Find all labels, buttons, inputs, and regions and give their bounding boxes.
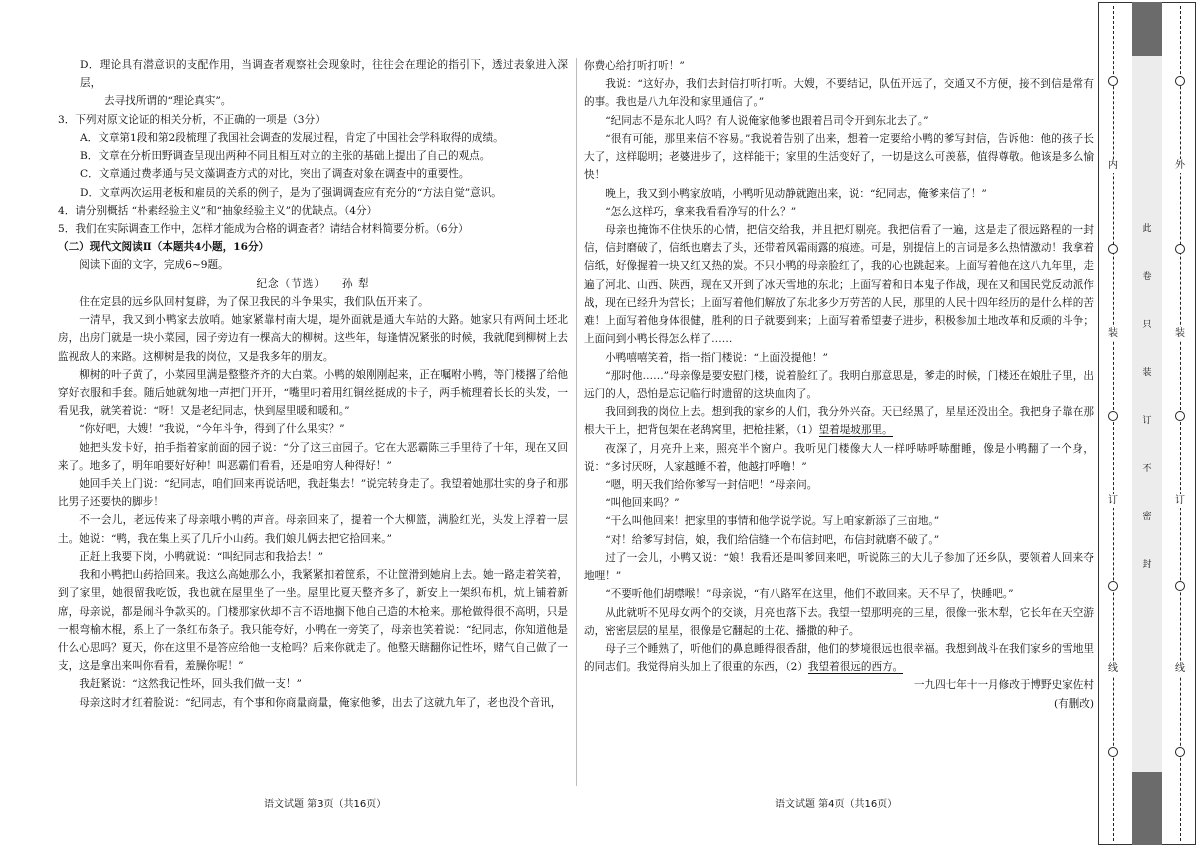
binding-hole-circle — [1175, 581, 1185, 591]
essay-paragraph: 我回到我的岗位上去。想到我的家乡的人们，我分外兴奋。天已经黑了，星星还没出全。我把身子靠在那根大干上，把背包架在老鸹窝里，把枪挂紧，（1）望着堤坡那里。 — [584, 406, 1094, 437]
essay-paragraph: 我和小鸭把山药拾回来。我这么高她那么小，我紧紧扣着筐系，不让筐滑到她肩上去。她一路走着笑着，到了家里，她很留我吃饭，我也就在屋里坐了一坐。屋里比夏天整齐多了，新安上一架织布机，炕上铺着新席，母亲说，都是闹斗争款买的。门楼那家伙却不言不语地搁下他自己造的木枪来。那枪做得很不高明，只是一根弯榆木棍，系上了一条红布条子。我只能夸好，小鸭在一旁笑了，母亲也笑着说：“纪同志，你知道他是什么心思吗？夏天，你在这里不是答应给他一支枪吗？后来你就走了。他整天瞎翻你记性坏，赌气自己做了一支，这是拿出来叫你看看，羞臊你呢！” — [58, 569, 568, 673]
left-column — [58, 56, 568, 712]
question-3-option-a: A．文章第1段和第2段梳理了我国社会调查的发展过程，肯定了中国社会学科取得的成绩。 — [80, 131, 504, 144]
question-3-option-c: C．文章通过费孝通与吴文藻调查方式的对比，突出了调查对象在调查中的重要性。 — [80, 168, 470, 181]
seal-warning-char: 装 — [1140, 366, 1154, 380]
essay-paragraph: 她回手关上门说：“纪同志，咱们回来再说话吧，我赶集去！”说完转身走了。我望着她那壮实的身子和那比男子还要快的脚步！ — [58, 478, 568, 509]
essay-paragraph: 夜深了，月亮升上来，照亮半个窗户。我听见门楼像大人一样呼哧呼哧酣睡，像是小鸭翻了一个身，说：“多讨厌呀，人家越睡不着，他越打呼噜！” — [584, 442, 1094, 473]
essay-signature: 一九四七年十一月修改于博野史家佐村 — [913, 679, 1094, 692]
question-3: 3．下列对原文论证的相关分析，不正确的一项是（3分） — [58, 113, 326, 126]
question-3-option-b: B．文章在分析田野调查呈现出两种不同且相互对立的主张的基础上提出了自己的观点。 — [80, 150, 491, 163]
essay-paragraph: 正赶上我要下岗，小鸭就说：“叫纪同志和我拾去！” — [79, 550, 324, 563]
binding-strip — [1098, 2, 1196, 845]
seal-warning-char: 不 — [1140, 462, 1154, 476]
outer-line-char: 线 — [1175, 663, 1185, 674]
outer-line-char: 外 — [1175, 160, 1185, 171]
essay-paragraph: 她把头发卡好，拍手指着家前面的园子说：“分了这三亩园子。它在大恶霸陈三手里待了十年，现在又回来了。地多了，明年咱要好好种！叫恶霸们看看，还是咱穷人种得好！” — [58, 441, 568, 472]
essay-title: 纪念（节选） — [256, 277, 326, 290]
binding-hole-circle — [1175, 411, 1185, 421]
essay-paragraph: “叫他回来吗？” — [605, 497, 680, 510]
binding-hole-circle — [1108, 747, 1118, 757]
essay-title-line — [58, 275, 568, 293]
outer-line-char: 订 — [1175, 495, 1185, 506]
binding-hole-circle — [1108, 244, 1118, 254]
question-3-option-d: D．文章两次运用老板和雇员的关系的例子，是为了强调调查应有充分的“方法自觉”意识。 — [80, 186, 502, 199]
essay-paragraph: 我说：“这好办，我们去封信打听打听。大嫂，不要结记，队伍开远了，交通又不方便，接不到信是常有的事。我也是八九年没和家里通信了。” — [584, 78, 1094, 109]
inner-line-char: 订 — [1108, 495, 1118, 506]
outer-line-char: 装 — [1175, 328, 1185, 339]
seal-warning-char: 封 — [1140, 558, 1154, 572]
essay-paragraph: “你好吧，大嫂！”我说，“今年斗争，得到了什么果实？” — [79, 423, 345, 436]
page-footer-left: 语文试题 第3页（共16页） — [264, 799, 387, 810]
question-5: 5．我们在实际调查工作中，怎样才能成为合格的调查者？请结合材料简要分析。（6分） — [58, 222, 469, 235]
instruction: 阅读下面的文字，完成6~9题。 — [79, 259, 229, 272]
seal-warning-char: 此 — [1140, 222, 1154, 236]
binding-hole-circle — [1108, 411, 1118, 421]
binding-hole-circle — [1108, 76, 1118, 86]
column-divider — [576, 58, 577, 786]
underlined-phrase: 我望着很远的西方。 — [807, 661, 904, 674]
essay-paragraph: “纪同志不是东北人吗？有人说俺家他爹也跟着吕司令开到东北去了。” — [605, 114, 929, 127]
essay-paragraph: 住在定县的远乡队回村复辟，为了保卫我民的斗争果实，我们队伍开来了。 — [79, 295, 429, 308]
essay-paragraph: “嗯，明天我们给你爹写一封信吧！”母亲问。 — [605, 479, 818, 492]
essay-paragraph: “很有可能，那里来信不容易。”我说着告别了出来，想着一定要给小鸭的爹写封信，告诉他：他的孩子长大了，这样聪明；老婆进步了，这样能干；家里的生活变好了，一切是这么可羡慕，值得尊敬。他该是多么愉快！ — [584, 132, 1094, 182]
essay-paragraph: 母亲这时才红着脸说：“纪同志，有个事和你商量商量，俺家他爹，出去了这就九年了，老也没个音讯， — [79, 696, 562, 709]
inner-binding-line — [1113, 6, 1114, 841]
essay-paragraph: 母子三个睡熟了，听他们的鼻息睡得很香甜，他们的梦境很远也很幸福。我想到战斗在我们家乡的雪地里的同志们。我觉得肩头加上了很重的东西，（2）我望着很远的西方。 — [584, 643, 1094, 674]
essay-paragraph: 不一会儿，老远传来了母亲哦小鸭的声音。母亲回来了，提着一个大柳篮，满脸红光，头发上浮着一层土。她说：“鸭，我在集上买了几斤小山药。我们娘儿俩去把它拾回来。” — [58, 514, 568, 545]
essay-paragraph: 柳树的叶子黄了，小菜园里满是整整齐齐的大白菜。小鸭的娘刚刚起来，正在嘱咐小鸭，等门楼撂了给他穿好衣服和手套。随后她就匆地一声把门开开，“嘴里叼着用红铜丝挺成的卡子，两手梳理着长长的头发，一看见我，就笑着说：“呀！又是老纪同志，快到屋里暖和暖和。” — [58, 368, 568, 418]
essay-paragraph: “怎么这样巧，拿来我看看净写的什么？” — [605, 205, 797, 218]
essay-paragraph: “对！给爹写封信，娘，我们给信缝一个布信封吧，布信封就磨不破了。” — [605, 533, 940, 546]
essay-paragraph: 过了一会儿，小鸭又说：“娘！我看还是叫爹回来吧，听说陈三的大儿子参加了还乡队，要领着人回来夺地哩！” — [584, 551, 1094, 583]
underlined-phrase: 望着堤坡那里。 — [818, 424, 893, 437]
essay-paragraph: 母亲也掩饰不住快乐的心情，把信交给我，并且把灯剔亮。我把信看了一遍，这是走了很远路程的一封信，信封磨破了，信纸也磨去了头，还带着风霜雨露的痕迹。可是，别提信上的言词是多么热情激动！我拿着信纸，好像握着一块又红又热的炭。不只小鸭的母亲脸红了，我的心也跳起来。上面写着他在这八九年里，走遍了河北、山西、陕西，现在又开到了冰天雪地的东北；上面写着和日本鬼子作战，现在又和国民党反动派作战，现在已经升为营长；上面写着他们解放了东北多少万劳苦的人民，那里的人民十四年经历的是什么样的苦难！上面写着他身体很健，胜利的日子就要到来；上面写着希望妻子进步，积极参加土地改革和反顽的斗争；上面问到小鸭长得怎么样了…… — [584, 223, 1094, 346]
seal-warning-char: 卷 — [1140, 270, 1154, 284]
binding-hole-circle — [1175, 76, 1185, 86]
essay-author: 孙 犁 — [342, 277, 370, 290]
seal-warning-char: 只 — [1140, 318, 1154, 332]
section-title: （二）现代文阅读Ⅱ（本题共4小题，16分） — [58, 241, 270, 254]
seal-warning-char: 密 — [1140, 510, 1154, 524]
essay-paragraph: 我赶紧说：“这然我记性坏，回头我们做一支！” — [79, 678, 302, 691]
option-d-line2: 去寻找所谓的“理论真实”。 — [104, 95, 232, 108]
seal-warning-char: 订 — [1140, 414, 1154, 428]
inner-line-char: 内 — [1108, 160, 1118, 171]
question-4: 4．请分别概括 “朴素经验主义”和“抽象经验主义”的优缺点。（4分） — [58, 204, 378, 217]
essay-paragraph: 小鸭嘻嘻笑着，指一指门楼说：“上面没提他！” — [605, 351, 828, 364]
binding-hole-circle — [1108, 581, 1118, 591]
essay-paragraph: 一清早，我又到小鸭家去放哨。她家紧靠村南大堤，堤外面就是通大车站的大路。她家只有两间土坯北房，出房门就是一块小菜园，园子旁边有一棵高大的柳树。这些年，每逢情况紧张的时候，我就爬到柳树上去监视敌人的来路。这柳树是我的岗位，又是我多年的朋友。 — [58, 314, 568, 363]
binding-gray-bottom — [1132, 772, 1162, 845]
essay-paragraph: 晚上，我又到小鸭家放哨，小鸭听见动静就跑出来，说：“纪同志，俺爹来信了！” — [605, 187, 987, 200]
essay-paragraph: 你费心给打听打听！” — [584, 60, 685, 72]
inner-line-char: 线 — [1108, 663, 1118, 674]
binding-hole-circle — [1175, 244, 1185, 254]
option-d-line1: D．理论具有潜意识的支配作用，当调查者观察社会现象时，往往会在理论的指引下，透过表象进入深层， — [80, 59, 568, 90]
page-footer-right: 语文试题 第4页（共16页） — [775, 799, 898, 810]
essay-paragraph: 从此就听不见母女两个的交谈，月亮也落下去。我望一望那明亮的三星，很像一张木犁，它长年在天空游动，密密层层的星星，很像是它翻起的土花、播撒的种子。 — [584, 606, 1094, 637]
essay-paragraph: “干么叫他回来！把家里的事情和他学说学说。写上咱家新添了三亩地。” — [605, 515, 940, 528]
binding-gray-top — [1132, 2, 1162, 56]
inner-line-char: 装 — [1108, 328, 1118, 339]
essay-paragraph: “不要听他们胡噤喉！”母亲说，“有八路军在这里，他们不敢回来。天不早了，快睡吧。” — [605, 588, 1014, 601]
outer-binding-line — [1180, 6, 1181, 841]
essay-paragraph: “那时他……”母亲像是要安慰门楼，说着脸红了。我明白那意思是，爹走的时候，门楼还在娘肚子里，出远门的人，恐怕是忘记临行时遗留的这块血肉了。 — [584, 369, 1094, 400]
binding-hole-circle — [1175, 747, 1185, 757]
essay-note: (有删改) — [1053, 697, 1094, 710]
right-column — [584, 57, 1094, 713]
